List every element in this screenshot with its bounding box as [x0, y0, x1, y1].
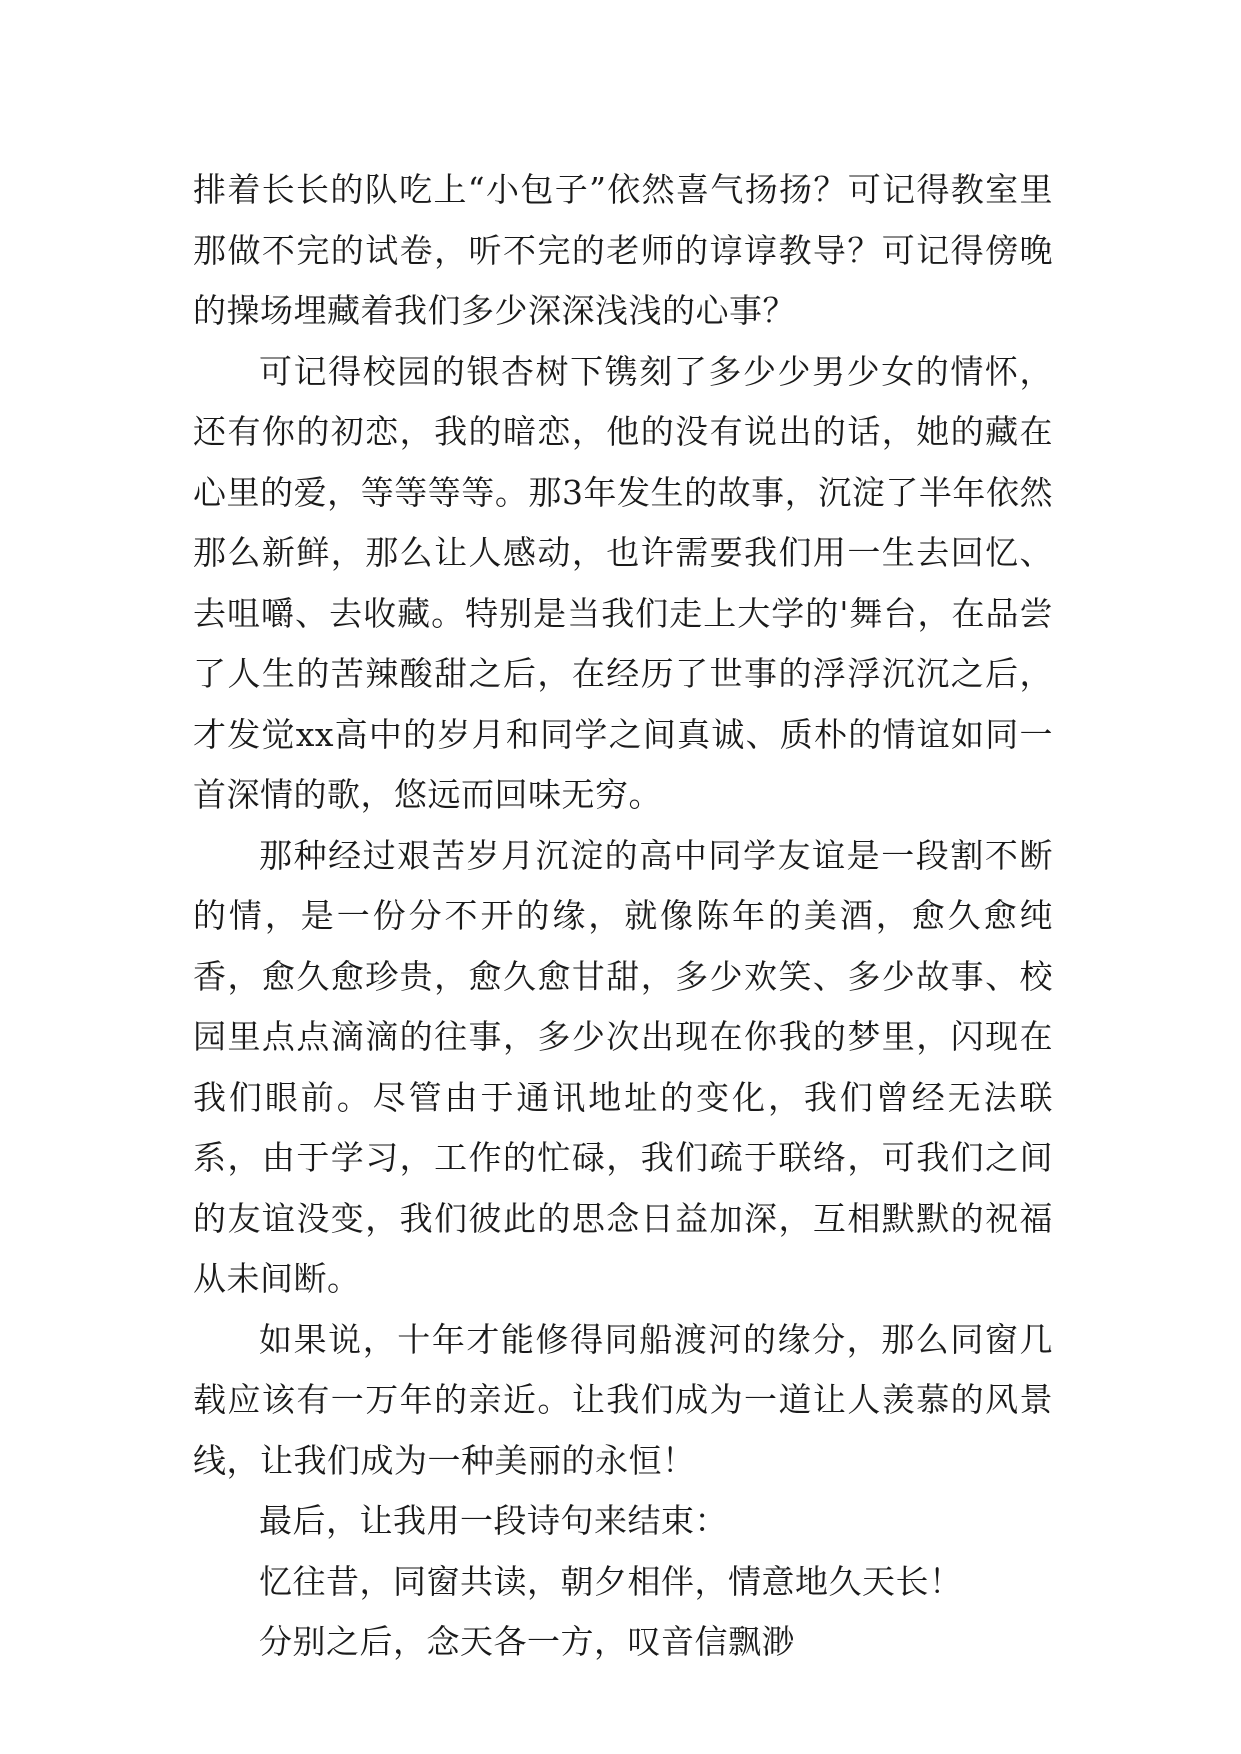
paragraph-classmates-bond: 如果说，十年才能修得同船渡河的缘分，那么同窗几载应该有一万年的亲近。让我们成为一道让人羡慕的风景线，让我们成为一种美丽的永恒！: [193, 1319, 1053, 1480]
document-body: [193, 160, 1053, 1673]
paragraph-closing-intro: 最后，让我用一段诗句来结束：: [259, 1501, 728, 1540]
poem-line-1: 忆往昔，同窗共读，朝夕相伴，情意地久天长！: [259, 1561, 963, 1601]
paragraph-friendship: 那种经过艰苦岁月沉淀的高中同学友谊是一段割不断的情，是一份分不开的缘，就像陈年的美酒，愈久愈纯香，愈久愈珍贵，愈久愈甘甜，多少欢笑、多少故事、校园里点点滴滴的往事，多少次出现在你我的梦里，闪现在我们眼前。尽管由于通讯地址的变化，我们曾经无法联系，由于学习，工作的忙碌，我们疏于联络，可我们之间的友谊没变，我们彼此的思念日益加深，互相默默的祝福从未间断。: [193, 835, 1053, 1298]
paragraph-ginkgo-memories: 可记得校园的银杏树下镌刻了多少少男少女的情怀，还有你的初恋，我的暗恋，他的没有说出的话，她的藏在心里的爱，等等等等。那3年发生的故事，沉淀了半年依然那么新鲜，那么让人感动，也许需要我们用一生去回忆、去咀嚼、去收藏。特别是当我们走上大学的'舞台，在品尝了人生的苦辣酸甜之后，在经历了世事的浮浮沉沉之后，才发觉xx高中的岁月和同学之间真诚、质朴的情谊如同一首深情的歌，悠远而回味无穷。: [193, 351, 1053, 814]
paragraph-continuation: 排着长长的队吃上“小包子”依然喜气扬扬？可记得教室里那做不完的试卷，听不完的老师的谆谆教导？可记得傍晚的操场埋藏着我们多少深深浅浅的心事？: [193, 170, 1053, 330]
poem-line-2: 分别之后，念天各一方，叹音信飘渺: [259, 1622, 795, 1661]
